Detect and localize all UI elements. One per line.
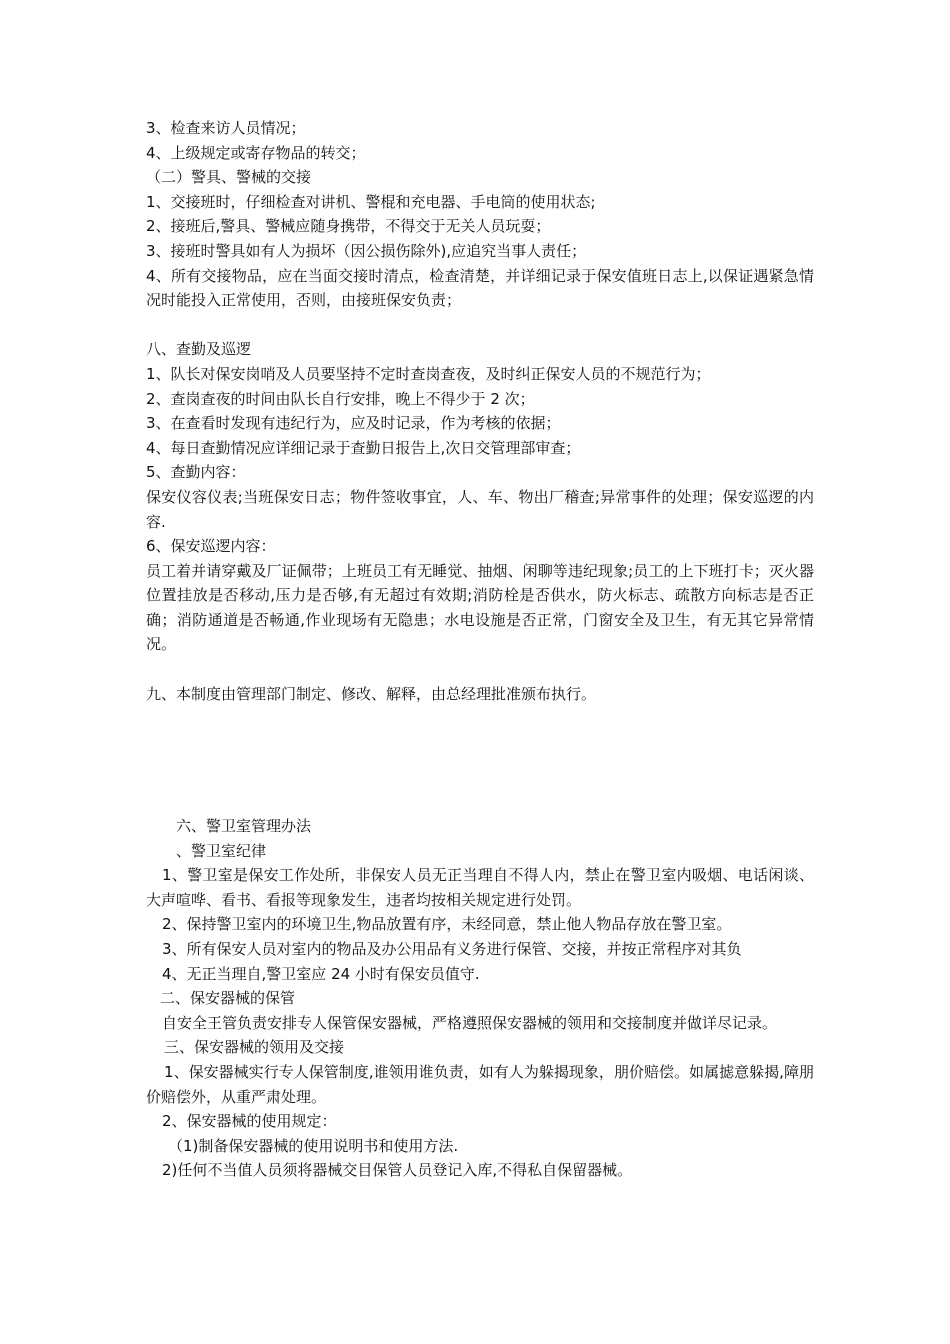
text-paragraph: 1、警卫室是保安工作处所，非保安人员无正当理自不得人内，禁止在警卫室内吸烟、电话闲谈、大声喧哗、看书、看报等现象发生，违者均按相关规定进行处罚。 [146, 866, 814, 909]
section-handover-items [146, 116, 814, 706]
section-guardroom [146, 814, 814, 1183]
text-line: 3、在查看时发现有违纪行为，应及时记录，作为考核的依据； [146, 414, 561, 433]
section-heading: 六、警卫室管理办法 [176, 817, 312, 835]
text-paragraph: 员工着并请穿戴及厂证佩带；上班员工有无睡觉、抽烟、闲聊等违纪现象;员工的上下班打卡；灭火器位置挂放是否移动,压力是否够,有无超过有效期;消防栓是否供水，防火标志、疏散方向标志是否正确；消防通道是否畅通,作业现场有无隐患；水电设施是否正常，门窗安全及卫生，有无其它异常情况。 [146, 561, 814, 654]
text-line: 3、接班时警具如有人为损坏（因公损伤除外),应追究当事人责任； [146, 241, 587, 260]
text-line: 2、接班后,警具、警械应随身携带，不得交于无关人员玩耍； [146, 217, 551, 236]
text-line: 4、每日查勤情况应详细记录于查勤日报告上,次日交管理部审查； [146, 438, 581, 457]
text-line: 3、所有保安人员对室内的物品及办公用品有义务进行保管、交接，并按正常程序对其负 [162, 939, 742, 958]
text-line: 4、无正当理自,警卫室应 24 小时有保安员值守. [162, 964, 480, 983]
text-paragraph: 4、所有交接物品，应在当面交接时清点，检查清楚，并详细记录于保安值班日志上,以保证遇紧急情况时能投入正常使用，否则，由接班保安负责； [146, 266, 814, 310]
text-line: 3、检查来访人员情况； [146, 119, 306, 137]
text-line: 2)任何不当值人员须将器械交目保管人员登记入库,不得私自保留器械。 [162, 1161, 633, 1180]
text-line: （1)制备保安器械的使用说明书和使用方法. [168, 1136, 459, 1155]
text-line: 6、保安巡逻内容： [146, 537, 276, 556]
text-line: 2、保持警卫室内的环境卫生,物品放置有序，未经同意，禁止他人物品存放在警卫室。 [162, 915, 732, 934]
text-line: 九、本制度由管理部门制定、修改、解释，由总经理批准颁布执行。 [146, 684, 597, 703]
text-line: 2、保安器械的使用规定： [162, 1112, 337, 1131]
text-line: 4、上级规定或寄存物品的转交； [146, 143, 366, 162]
sub-heading: 三、保安器械的领用及交接 [164, 1038, 345, 1057]
text-line: 1、交接班时，仔细检查对讲机、警棍和充电器、手电筒的使用状态; [146, 192, 596, 211]
text-paragraph: 自安全王管负责安排专人保管保安器械，严格遵照保安器械的领用和交接制度并做详尽记录。 [162, 1013, 778, 1032]
text-line: 1、队长对保安岗哨及人员要坚持不定时查岗查夜，及时纠正保安人员的不规范行为； [146, 364, 711, 383]
text-paragraph: 1、保安器械实行专人保管制度,谁领用谁负责，如有人为躲揭现象，朋价赔偿。如属摅意躲揭,障朋价赔偿外，从重严肃处理。 [146, 1062, 814, 1106]
section-heading: 八、查勤及巡逻 [146, 340, 252, 359]
text-paragraph: 保安仪容仪表;当班保安日志；物件签收事宜，人、车、物出厂稽查;异常事件的处理；保安巡逻的内容. [146, 487, 814, 531]
text-line: 5、查勤内容： [146, 463, 246, 482]
sub-heading: 、警卫室纪律 [176, 841, 267, 860]
text-line: （二）警具、警械的交接 [146, 168, 312, 187]
sub-heading: 二、保安器械的保管 [160, 989, 296, 1008]
text-line: 2、查岗查夜的时间由队长自行安排，晚上不得少于 2 次； [146, 389, 535, 408]
